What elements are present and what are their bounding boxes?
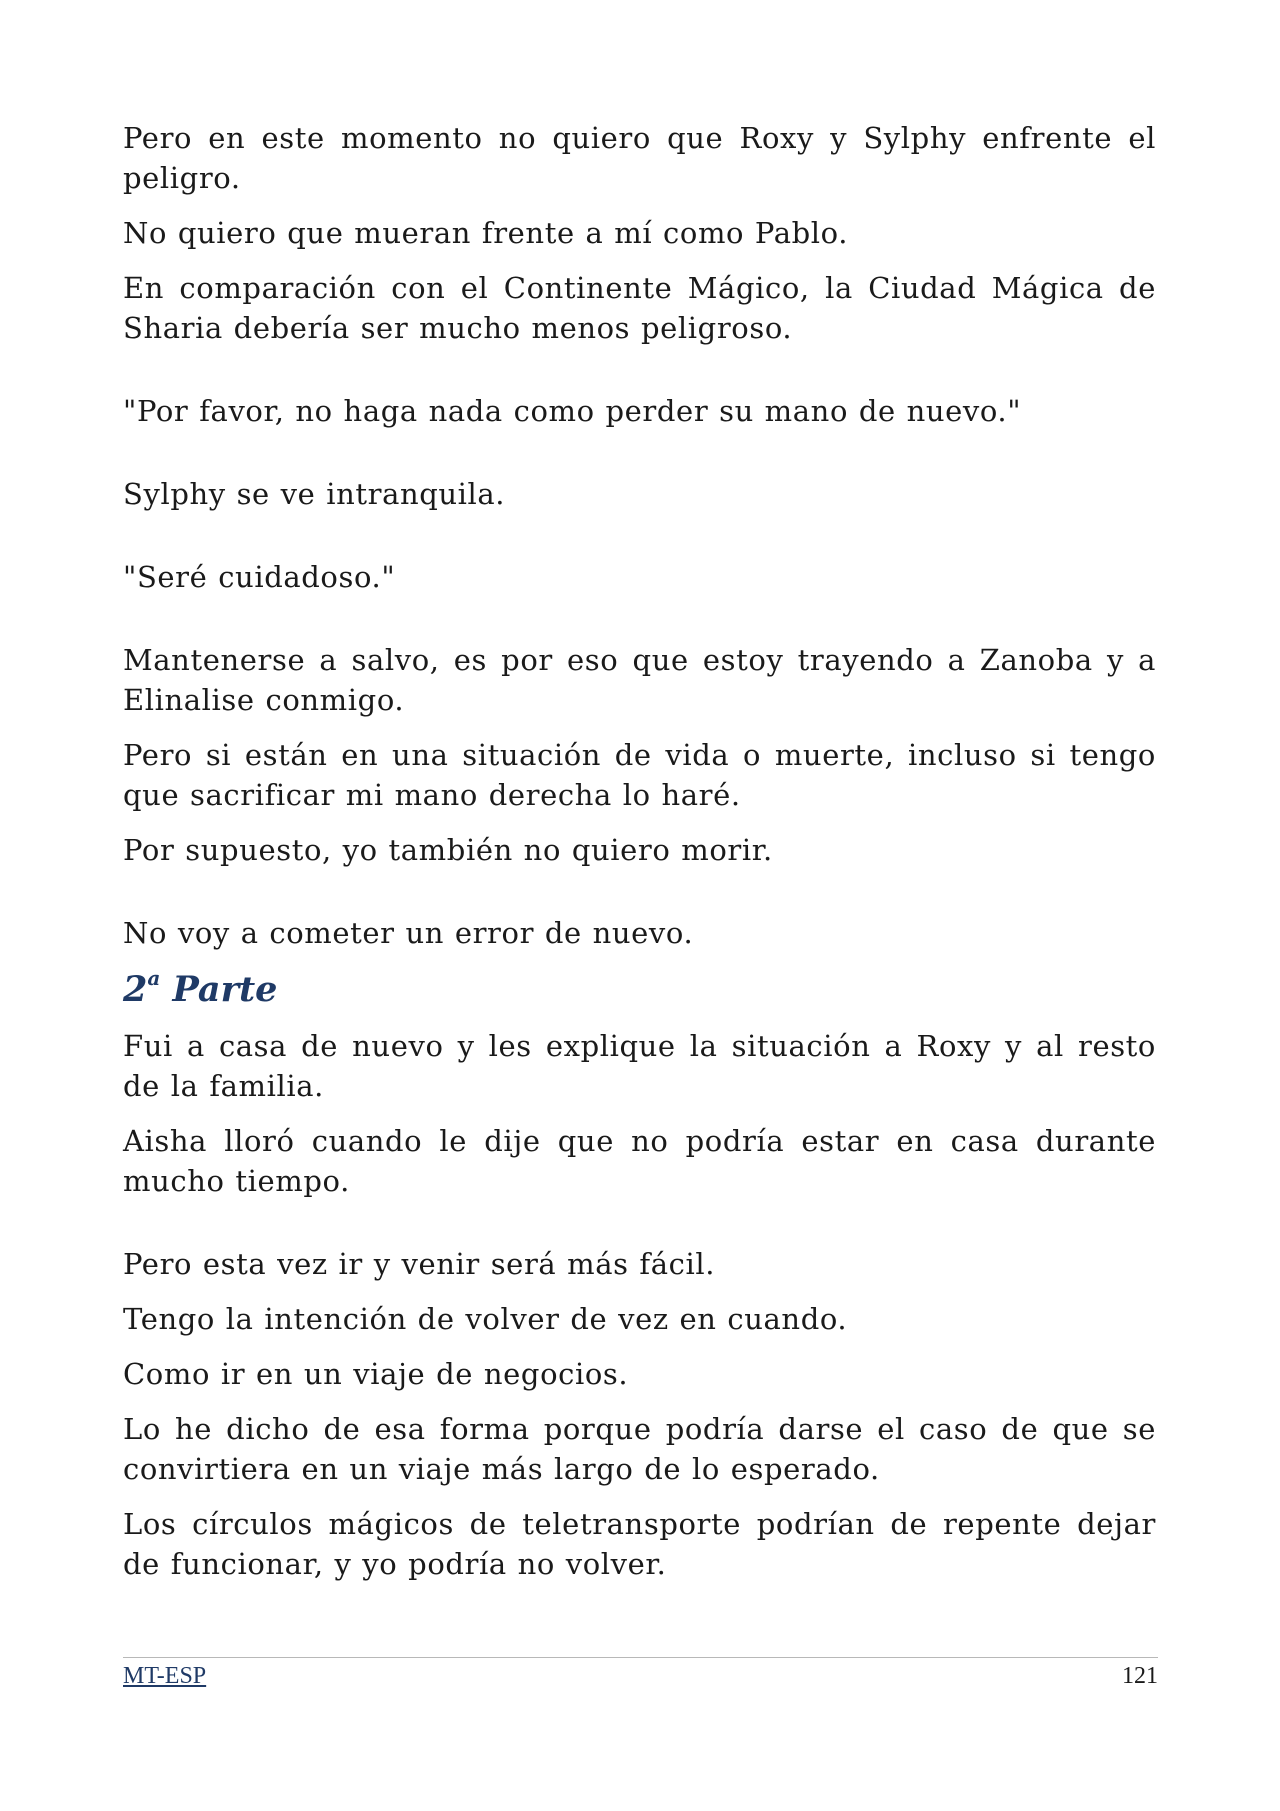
paragraph: Pero si están en una situación de vida o muerte, incluso si tengo que sacrificar mi mano derecha lo haré. (123, 738, 1156, 812)
paragraph: Como ir en un viaje de negocios. (123, 1357, 629, 1391)
heading-ordinal: a (147, 966, 161, 990)
paragraph: En comparación con el Continente Mágico, la Ciudad Mágica de Sharia debería ser mucho menos peligroso. (123, 271, 1156, 345)
paragraph: "Seré cuidadoso." (123, 560, 396, 594)
page-number: 121 (1122, 1663, 1158, 1689)
paragraph: "Por favor, no haga nada como perder su mano de nuevo." (123, 394, 1022, 428)
page-footer (123, 1657, 1158, 1690)
paragraph: Los círculos mágicos de teletransporte podrían de repente dejar de funcionar, y yo podría no volver. (123, 1507, 1156, 1581)
heading-title: Parte (172, 969, 278, 1010)
paragraph: Lo he dicho de esa forma porque podría darse el caso de que se convirtiera en un viaje más largo de lo esperado. (123, 1412, 1156, 1486)
paragraph: Sylphy se ve intranquila. (123, 477, 506, 511)
paragraph: Por supuesto, yo también no quiero morir. (123, 833, 773, 867)
paragraph: Mantenerse a salvo, es por eso que estoy trayendo a Zanoba y a Elinalise conmigo. (123, 643, 1156, 717)
paragraph: No voy a cometer un error de nuevo. (123, 916, 694, 950)
paragraph: Fui a casa de nuevo y les explique la situación a Roxy y al resto de la familia. (123, 1029, 1156, 1103)
section-heading (123, 968, 1156, 1012)
paragraph: No quiero que mueran frente a mí como Pablo. (123, 216, 849, 250)
heading-number: 2 (123, 969, 148, 1010)
footer-link[interactable]: MT-ESP (123, 1663, 207, 1689)
paragraph: Pero esta vez ir y venir será más fácil. (123, 1247, 716, 1281)
paragraph: Pero en este momento no quiero que Roxy y Sylphy enfrente el peligro. (123, 121, 1156, 195)
paragraph: Tengo la intención de volver de vez en cuando. (123, 1302, 848, 1336)
page-body (123, 118, 1156, 1599)
paragraph: Aisha lloró cuando le dije que no podría estar en casa durante mucho tiempo. (123, 1124, 1156, 1198)
